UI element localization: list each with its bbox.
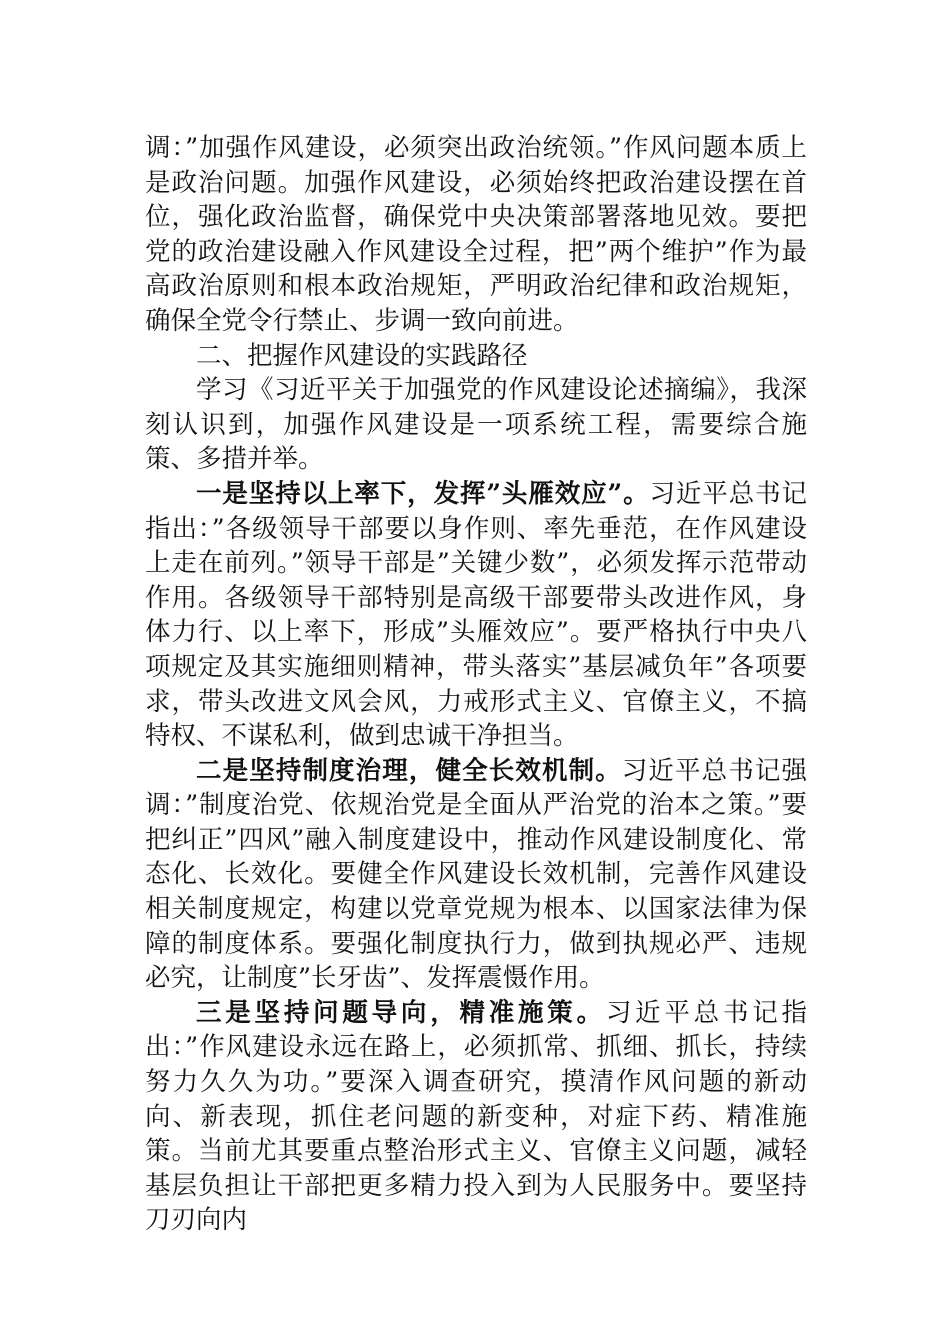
paragraph-text: 习近平总书记指出：”各级领导干部要以身作则、率先垂范，在作风建设上走在前列。”领导干部是”关键少数”，必须发挥示范带动作用。各级领导干部特别是高级干部要带头改进作风，身体力行、以上率下，形成”头雁效应”。要严格执行中央八项规定及其实施细则精神，带头落实”基层减负年”各项要求，带头改进文风会风，力戒形式主义、官僚主义，不搞特权、不谋私利，做到忠诚干净担当。 (145, 478, 807, 752)
document-body (145, 131, 807, 1238)
paragraph-text: 习近平总书记强调：”制度治党、依规治党是全面从严治党的治本之策。”要把纠正”四风”融入制度建设中，推动作风建设制度化、常态化、长效化。要健全作风建设长效机制，完善作风建设相关制度规定，构建以党章党规为根本、以国家法律为保障的制度体系。要强化制度执行力，做到执规必严、违规必究，让制度”长牙齿”、发挥震慑作用。 (145, 755, 807, 994)
paragraph-continuation (145, 131, 807, 339)
paragraph-intro (145, 373, 807, 477)
paragraph-text: 调：”加强作风建设，必须突出政治统领。”作风问题本质上是政治问题。加强作风建设，必须始终把政治建设摆在首位，强化政治监督，确保党中央决策部署落地见效。要把党的政治建设融入作风建设全过程，把”两个维护”作为最高政治原则和根本政治规矩，严明政治纪律和政治规矩，确保全党令行禁止、步调一致向前进。 (145, 133, 807, 336)
paragraph-lead: 三是坚持问题导向，精准施策。 (196, 997, 606, 1028)
paragraph-text: 学习《习近平关于加强党的作风建设论述摘编》，我深刻认识到，加强作风建设是一项系统工程，需要综合施策、多措并举。 (145, 375, 807, 475)
paragraph-point-one (145, 477, 807, 754)
section-heading-text: 二、把握作风建设的实践路径 (196, 340, 528, 371)
paragraph-text: 习近平总书记指出：”作风建设永远在路上，必须抓常、抓细、抓长，持续努力久久为功。”要深入调查研究，摸清作风问题的新动向、新表现，抓住老问题的新变种，对症下药、精准施策。当前尤其要重点整治形式主义、官僚主义问题，减轻基层负担让干部把更多精力投入到为人民服务中。要坚持刀刃向内 (145, 997, 807, 1236)
paragraph-point-three (145, 996, 807, 1238)
paragraph-point-two (145, 754, 807, 996)
section-heading (145, 339, 807, 374)
paragraph-lead: 一是坚持以上率下，发挥”头雁效应”。 (196, 478, 650, 509)
paragraph-lead: 二是坚持制度治理，健全长效机制。 (196, 755, 622, 786)
